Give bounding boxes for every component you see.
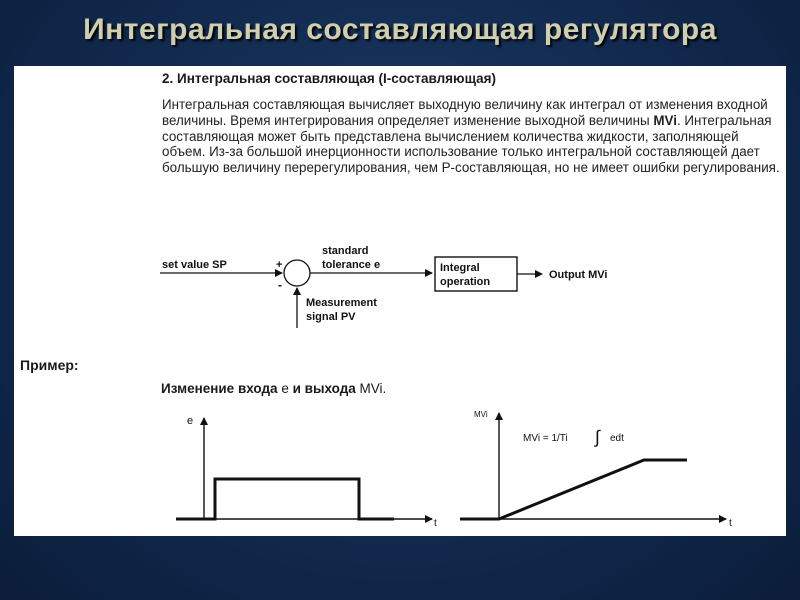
- formula-left: MVi = 1/Ti: [523, 433, 568, 444]
- plus-sign: +: [276, 259, 283, 271]
- integral-sign: ∫: [595, 427, 600, 447]
- slide-title: Интегральная составляющая регулятора: [83, 13, 717, 46]
- summing-junction: [284, 260, 310, 286]
- minus-sign: -: [278, 278, 282, 292]
- body-paragraph: [162, 97, 782, 176]
- io-title-part2: и выхода: [288, 381, 360, 396]
- io-title-e: e: [281, 381, 289, 396]
- block-diagram: [14, 236, 786, 336]
- io-title-mvi: MVi.: [359, 381, 387, 396]
- example-label: Пример:: [20, 357, 79, 373]
- block-label-1: Integral: [440, 262, 480, 274]
- error-label-2: tolerance e: [322, 259, 381, 271]
- feedback-label-2: signal PV: [306, 311, 356, 323]
- output-ramp-signal: [460, 460, 687, 519]
- input-label: set value SP: [162, 259, 227, 271]
- output-x-label: t: [729, 518, 732, 529]
- output-graph: [454, 401, 754, 536]
- io-title-part1: Изменение входа: [161, 381, 282, 396]
- feedback-label-1: Measurement: [306, 297, 377, 309]
- input-graph: [154, 401, 444, 536]
- input-y-label: e: [187, 415, 194, 427]
- output-label: Output MVi: [549, 269, 608, 281]
- output-y-label: MVi: [474, 410, 488, 419]
- paragraph-mvi: MVi: [653, 112, 677, 128]
- block-label-2: operation: [440, 276, 491, 288]
- footer-band: [0, 548, 800, 600]
- paragraph-text-2: . Интегральная составляющая может быть представлена вычислением количества жидкости, заполняющей объем. Из-за большой инерционности использование только интегральной составляющей дает большую величину перерегулирования, чем P-составляющая, но не имеет ошибки регулирования.: [162, 112, 780, 176]
- input-x-label: t: [434, 518, 437, 529]
- paragraph-text-1: Интегральная составляющая вычисляет выходную величину как интеграл от изменения входной величины. Время интегрирования определяет изменение выходной величины: [162, 97, 768, 128]
- input-step-signal: [176, 479, 394, 519]
- formula-right: edt: [610, 433, 624, 444]
- error-label-1: standard: [322, 245, 369, 257]
- content-panel: [14, 66, 786, 536]
- io-title: [161, 381, 386, 396]
- section-heading: 2. Интегральная составляющая (I-составляющая): [162, 71, 497, 86]
